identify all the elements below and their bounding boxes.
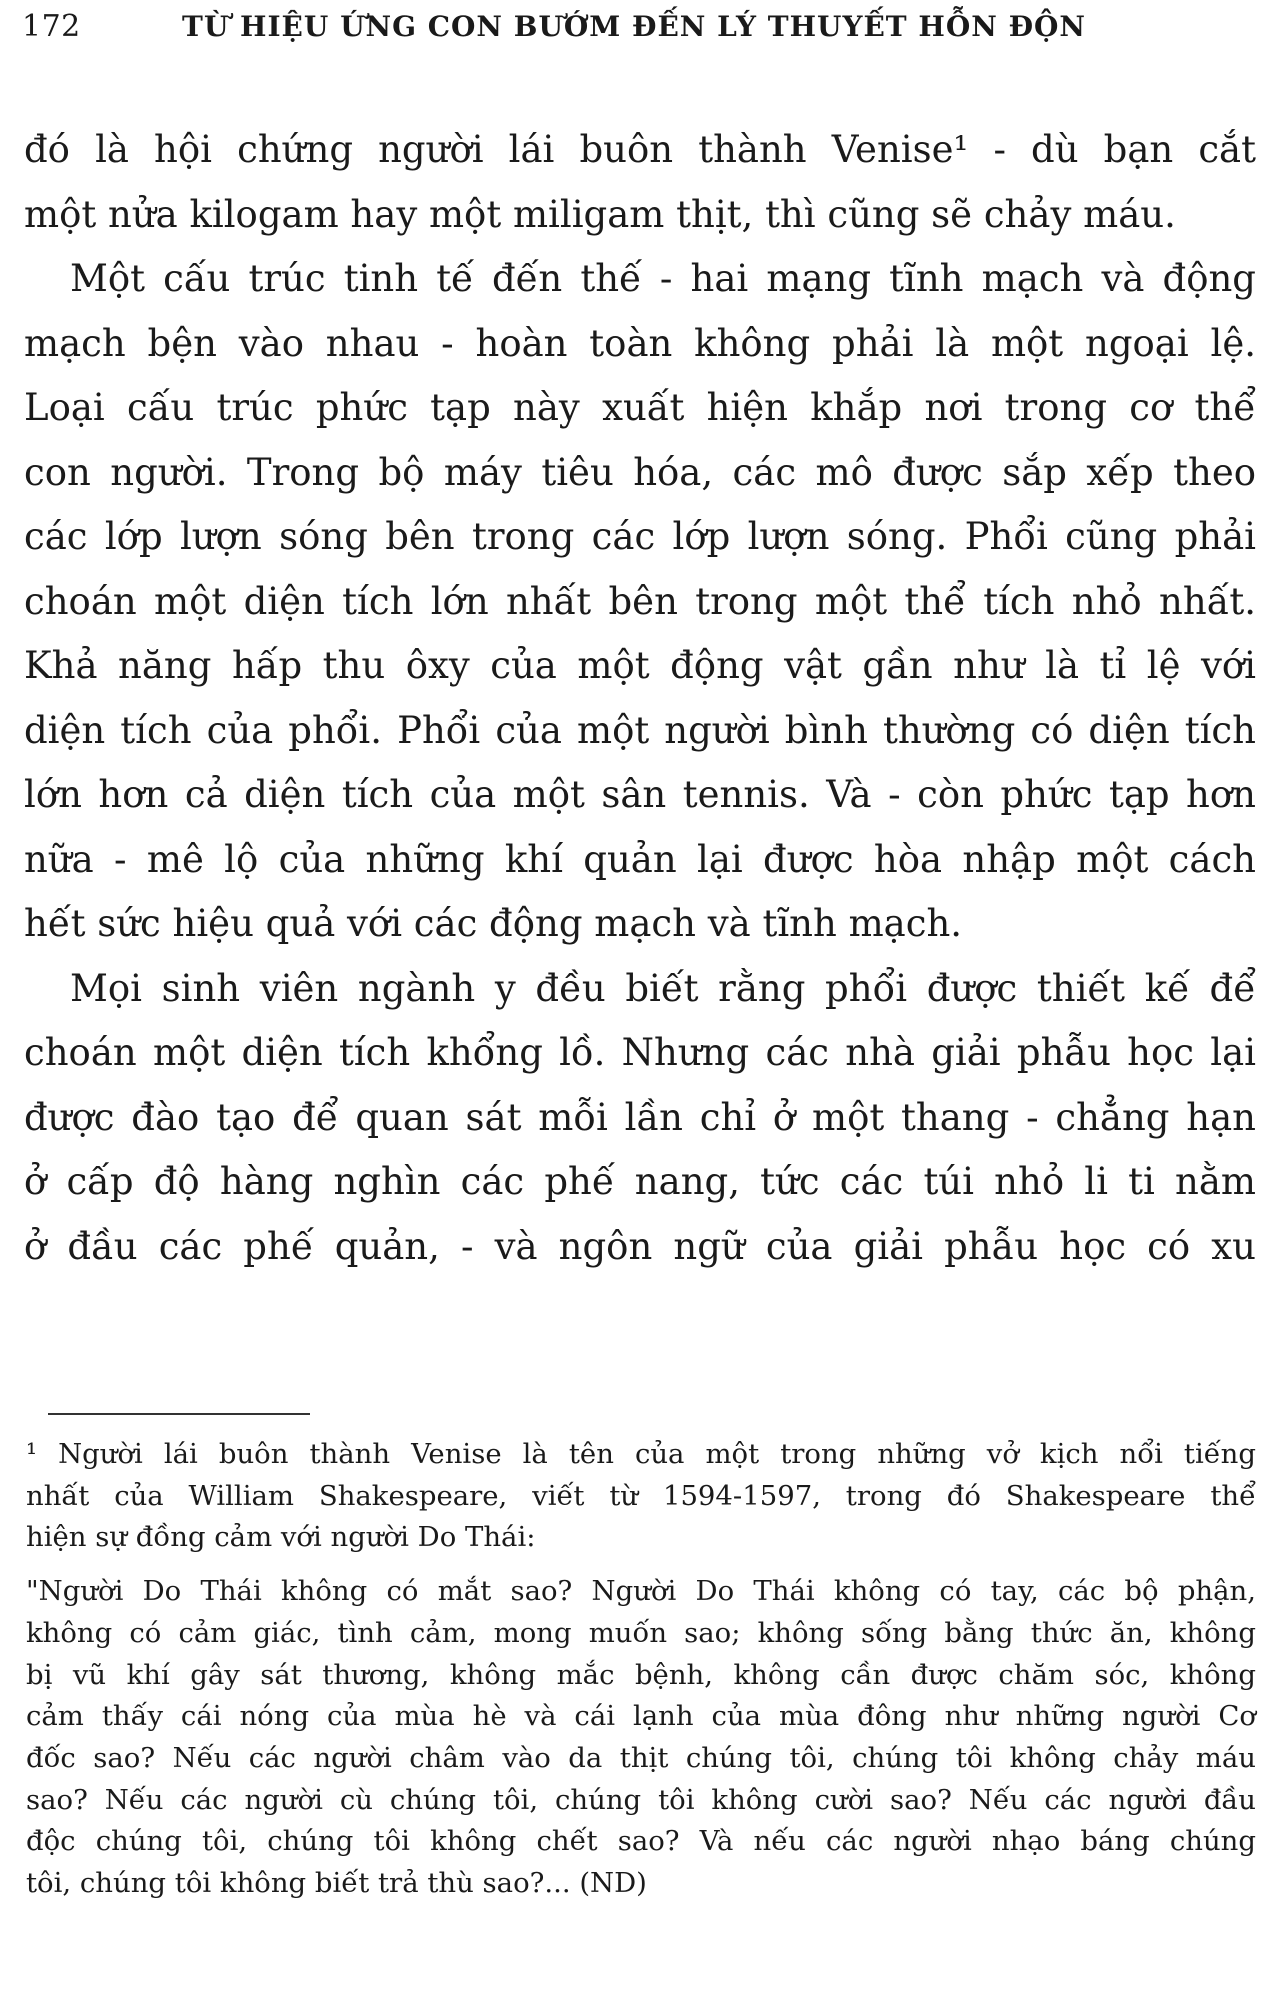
footnote-line: hiện sự đồng cảm với người Do Thái: bbox=[26, 1521, 536, 1554]
footnote-quote bbox=[26, 1571, 1256, 1905]
footnote-line: ¹ Người lái buôn thành Venise là tên của một trong những vở kịch nổi tiếng bbox=[26, 1438, 1256, 1470]
page-number: 172 bbox=[22, 8, 81, 44]
body-text bbox=[24, 118, 1256, 1279]
text-line: mạch bện vào nhau - hoàn toàn không phải là một ngoại lệ. bbox=[24, 321, 1256, 365]
footnote-line: đốc sao? Nếu các người châm vào da thịt chúng tôi, chúng tôi không chảy máu bbox=[26, 1741, 1256, 1774]
paragraph-3 bbox=[24, 957, 1256, 1280]
text-line: đó là hội chứng người lái buôn thành Venise¹ - dù bạn cắt bbox=[24, 128, 1256, 171]
footnote-line: sao? Nếu các người cù chúng tôi, chúng tôi không cười sao? Nếu các người đầu bbox=[26, 1783, 1256, 1816]
text-line: Một cấu trúc tinh tế đến thế - hai mạng tĩnh mạch và động bbox=[70, 257, 1256, 300]
paragraph-2 bbox=[24, 247, 1256, 957]
footnote-line: bị vũ khí gây sát thương, không mắc bệnh, không cần được chăm sóc, không bbox=[26, 1658, 1256, 1691]
running-head bbox=[22, 6, 1252, 46]
footnote-line: tôi, chúng tôi không biết trả thù sao?... (ND) bbox=[26, 1867, 647, 1900]
footnotes bbox=[26, 1434, 1256, 1905]
footnote-line: "Người Do Thái không có mắt sao? Người Do Thái không có tay, các bộ phận, bbox=[26, 1575, 1256, 1608]
running-title: TỪ HIỆU ỨNG CON BƯỚM ĐẾN LÝ THUYẾT HỖN ĐỘN bbox=[182, 9, 1087, 43]
paragraph-1 bbox=[24, 118, 1256, 247]
text-line: diện tích của phổi. Phổi của một người bình thường có diện tích bbox=[24, 708, 1256, 752]
text-line: Khả năng hấp thu ôxy của một động vật gần như là tỉ lệ với bbox=[24, 644, 1256, 687]
footnote-line: độc chúng tôi, chúng tôi không chết sao? Và nếu các người nhạo báng chúng bbox=[26, 1825, 1256, 1858]
text-line: choán một diện tích khổng lồ. Nhưng các nhà giải phẫu học lại bbox=[24, 1031, 1256, 1074]
text-line: các lớp lượn sóng bên trong các lớp lượn sóng. Phổi cũng phải bbox=[24, 515, 1256, 558]
text-line: hết sức hiệu quả với các động mạch và tĩnh mạch. bbox=[24, 902, 963, 945]
text-line: được đào tạo để quan sát mỗi lần chỉ ở một thang - chẳng hạn bbox=[24, 1095, 1256, 1139]
text-line: Loại cấu trúc phức tạp này xuất hiện khắp nơi trong cơ thể bbox=[24, 386, 1256, 429]
text-line: một nửa kilogam hay một miligam thịt, thì cũng sẽ chảy máu. bbox=[24, 192, 1176, 236]
text-line: ở cấp độ hàng nghìn các phế nang, tức các túi nhỏ li ti nằm bbox=[24, 1160, 1256, 1203]
footnote-1 bbox=[26, 1434, 1256, 1559]
text-line: Mọi sinh viên ngành y đều biết rằng phổi được thiết kế để bbox=[70, 966, 1256, 1010]
text-line: lớn hơn cả diện tích của một sân tennis. Và - còn phức tạp hơn bbox=[24, 773, 1256, 816]
text-line: ở đầu các phế quản, - và ngôn ngữ của giải phẫu học có xu bbox=[24, 1224, 1256, 1268]
footnote-line: không có cảm giác, tình cảm, mong muốn sao; không sống bằng thức ăn, không bbox=[26, 1616, 1256, 1649]
footnote-line: nhất của William Shakespeare, viết từ 1594-1597, trong đó Shakespeare thể bbox=[26, 1479, 1256, 1512]
text-line: con người. Trong bộ máy tiêu hóa, các mô được sắp xếp theo bbox=[24, 450, 1256, 494]
text-line: nữa - mê lộ của những khí quản lại được hòa nhập một cách bbox=[24, 837, 1256, 881]
footnote-gap bbox=[26, 1559, 1256, 1571]
footnote-divider bbox=[48, 1413, 310, 1415]
footnote-line: cảm thấy cái nóng của mùa hè và cái lạnh của mùa đông như những người Cơ bbox=[26, 1700, 1256, 1733]
text-line: choán một diện tích lớn nhất bên trong một thể tích nhỏ nhất. bbox=[24, 579, 1256, 623]
